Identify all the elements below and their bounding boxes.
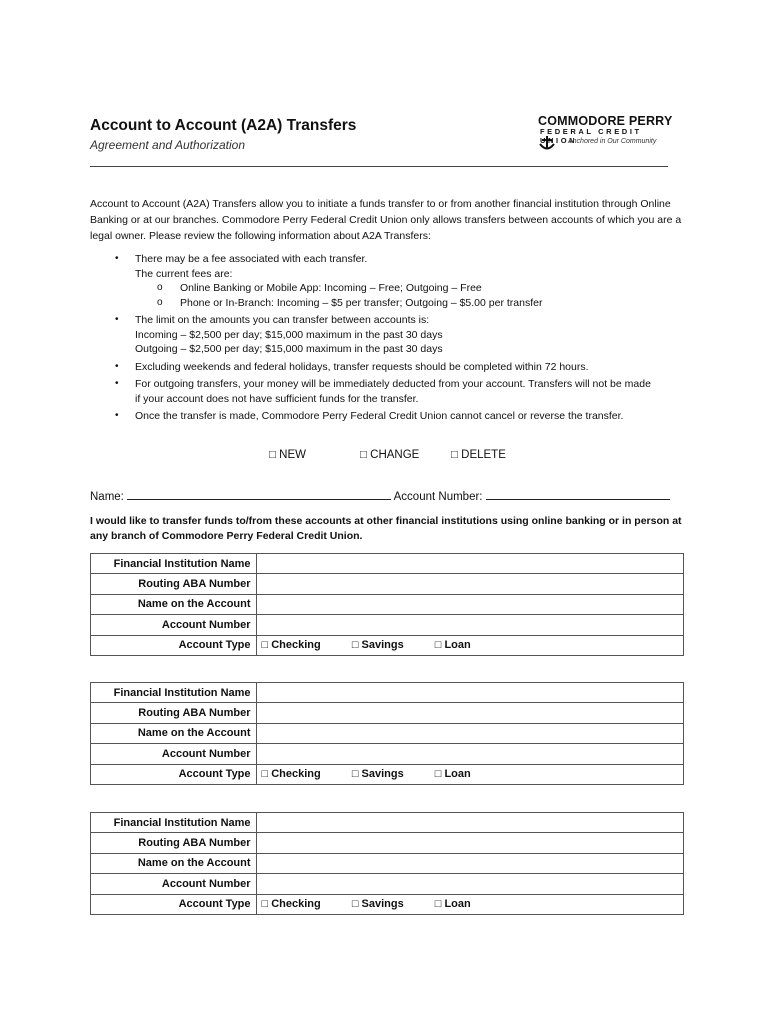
list-item <box>90 360 682 375</box>
page-subtitle: Agreement and Authorization <box>90 138 245 152</box>
checking-checkbox[interactable]: □ Checking <box>261 898 321 911</box>
account-type-label: Account Type <box>91 894 257 914</box>
institution-name-label: Financial Institution Name <box>91 813 257 833</box>
intro-paragraph: Account to Account (A2A) Transfers allow you to initiate a funds transfer to or from another financial institution through Online Banking or at our branches. Commodore Perry Federal Credit Union only allows transfers between accounts of which you are a legal owner. Please review the following information about A2A Transfers: <box>90 198 682 242</box>
savings-checkbox[interactable]: □ Savings <box>351 768 404 781</box>
fee-text: • There may be a fee associated with each transfer. <box>135 253 368 265</box>
account-number-field[interactable] <box>486 489 670 500</box>
account-table <box>90 553 684 656</box>
name-label: Name: <box>90 491 124 503</box>
institution-name-label: Financial Institution Name <box>91 683 257 703</box>
list-item <box>90 313 682 357</box>
loan-checkbox[interactable]: □ Loan <box>434 898 471 911</box>
limit-incoming: Incoming – $2,500 per day; $15,000 maximum in the past 30 days <box>135 328 443 341</box>
name-field[interactable] <box>127 489 391 500</box>
account-table <box>90 812 684 915</box>
name-account-row <box>90 489 680 503</box>
fee-phone: o Phone or In-Branch: Incoming – $5 per transfer; Outgoing – $5.00 per transfer <box>135 296 682 311</box>
outgoing-text-1: • For outgoing transfers, your money will be immediately deducted from your account. Transfers will not be made <box>135 378 651 390</box>
fee-online: o Online Banking or Mobile App: Incoming – Free; Outgoing – Free <box>135 281 682 296</box>
logo-subtitle: FEDERAL CREDIT UNION <box>540 127 642 145</box>
list-item <box>90 377 682 406</box>
account-type-options <box>256 894 683 914</box>
account-type-label: Account Type <box>91 764 257 784</box>
logo-name: COMMODORE PERRY <box>538 114 673 128</box>
final-text: • Once the transfer is made, Commodore Perry Federal Credit Union cannot cancel or reverse the transfer. <box>135 410 624 422</box>
routing-number-field[interactable] <box>256 703 683 723</box>
account-type-label: Account Type <box>91 635 257 655</box>
account-number-label: Account Number <box>91 615 257 635</box>
account-name-label: Name on the Account <box>91 723 257 743</box>
account-name-field[interactable] <box>256 853 683 873</box>
checking-checkbox[interactable]: □ Checking <box>261 768 321 781</box>
list-item <box>90 409 682 424</box>
checking-checkbox[interactable]: □ Checking <box>261 639 321 652</box>
account-type-options <box>256 764 683 784</box>
account-number-label: Account Number <box>91 874 257 894</box>
routing-number-label: Routing ABA Number <box>91 703 257 723</box>
institution-name-label: Financial Institution Name <box>91 554 257 574</box>
info-list <box>90 252 682 427</box>
header-divider <box>90 166 668 167</box>
timing-text: • Excluding weekends and federal holidays, transfer requests should be completed within 72 hours. <box>135 360 589 373</box>
new-checkbox[interactable]: □ NEW <box>269 449 306 461</box>
limit-outgoing: Outgoing – $2,500 per day; $15,000 maximum in the past 30 days <box>135 343 443 355</box>
account-number-cell[interactable] <box>256 874 683 894</box>
account-number-cell[interactable] <box>256 744 683 764</box>
savings-checkbox[interactable]: □ Savings <box>351 898 404 911</box>
routing-number-field[interactable] <box>256 833 683 853</box>
account-name-field[interactable] <box>256 594 683 614</box>
savings-checkbox[interactable]: □ Savings <box>351 639 404 652</box>
credit-union-logo <box>538 114 673 154</box>
account-number-label: Account Number: <box>393 491 483 503</box>
account-name-label: Name on the Account <box>91 594 257 614</box>
outgoing-text-2: if your account does not have sufficient funds for the transfer. <box>135 392 419 405</box>
loan-checkbox[interactable]: □ Loan <box>434 639 471 652</box>
fees-intro: The current fees are: <box>135 267 233 280</box>
loan-checkbox[interactable]: □ Loan <box>434 768 471 781</box>
change-checkbox[interactable]: □ CHANGE <box>360 449 420 461</box>
transfer-instruction: I would like to transfer funds to/from these accounts at other financial institutions using online banking or in person at any branch of Commodore Perry Federal Credit Union. <box>90 515 682 542</box>
delete-checkbox[interactable]: □ DELETE <box>451 449 506 461</box>
logo-tagline: Anchored in Our Community <box>568 138 657 145</box>
routing-number-label: Routing ABA Number <box>91 574 257 594</box>
institution-name-field[interactable] <box>256 554 683 574</box>
account-number-cell[interactable] <box>256 615 683 635</box>
account-type-options <box>256 635 683 655</box>
limit-text: • The limit on the amounts you can transfer between accounts is: <box>135 314 430 326</box>
anchor-icon <box>538 135 556 151</box>
institution-name-field[interactable] <box>256 683 683 703</box>
account-name-label: Name on the Account <box>91 853 257 873</box>
routing-number-field[interactable] <box>256 574 683 594</box>
fee-sublist <box>135 281 682 310</box>
account-number-label: Account Number <box>91 744 257 764</box>
account-name-field[interactable] <box>256 723 683 743</box>
routing-number-label: Routing ABA Number <box>91 833 257 853</box>
institution-name-field[interactable] <box>256 813 683 833</box>
list-item <box>90 252 682 310</box>
page-title: Account to Account (A2A) Transfers <box>90 117 357 134</box>
account-table <box>90 682 684 785</box>
